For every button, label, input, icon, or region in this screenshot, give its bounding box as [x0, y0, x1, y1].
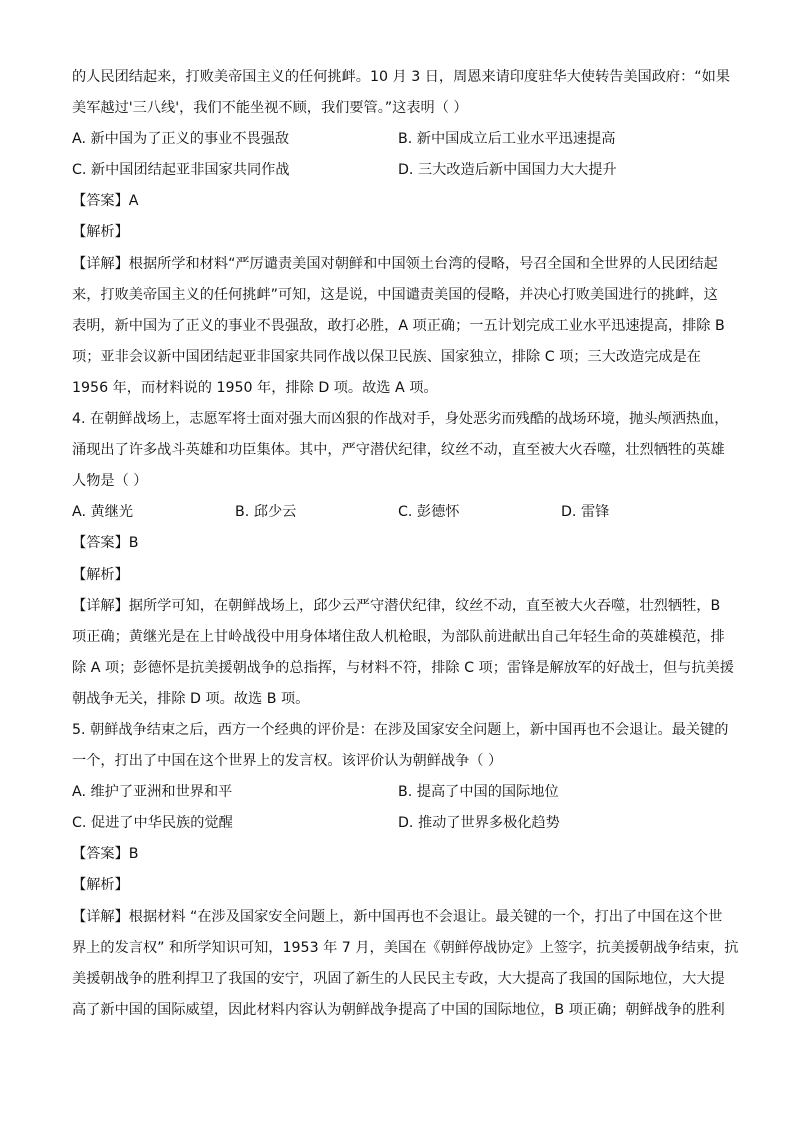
- q4-answer: 【答案】B: [72, 535, 139, 552]
- q4-detail-line-1: 【详解】据所学可知，在朝鲜战场上，邱少云严守潜伏纪律，纹丝不动，直至被大火吞噬，壮烈牺牲，B: [72, 597, 721, 614]
- q3-detail-line-3: 表明，新中国为了正义的事业不畏强敌，敢打必胜，A 项正确；一五计划完成工业水平迅速提高，排除 B: [72, 317, 725, 334]
- q5-options-row-2: [72, 808, 724, 839]
- q5-detail-line-1: 【详解】根据材料 “在涉及国家安全问题上，新中国再也不会退让。最关键的一个，打出了中国在这个世: [72, 908, 723, 925]
- q4-stem-line-2: 涌现出了许多战斗英雄和功臣集体。其中，严守潜伏纪律，纹丝不动，直至被大火吞噬，壮烈牺牲的英雄: [72, 442, 725, 459]
- q5-option-b: B. 提高了中国的国际地位: [398, 784, 559, 801]
- q4-options-row: [72, 497, 724, 528]
- q4-stem-line-3: 人物是（ ）: [72, 473, 148, 490]
- q5-option-a: A. 维护了亚洲和世界和平: [72, 784, 233, 801]
- q5-detail-line-4: 高了新中国的国际威望，因此材料内容认为朝鲜战争提高了中国的国际地位，B 项正确；朝鲜战争的胜利: [72, 1001, 725, 1018]
- q3-detail-line-5: 1956 年，而材料说的 1950 年，排除 D 项。故选 A 项。: [72, 379, 438, 396]
- q3-options-row-1: [72, 124, 724, 155]
- q5-option-d: D. 推动了世界多极化趋势: [398, 815, 560, 832]
- q3-detail-line-2: 来，打败美帝国主义的任何挑衅”可知，这是说，中国谴责美国的侵略，并决心打败美国进行的挑衅，这: [72, 286, 718, 303]
- q4-option-a: A. 黄继光: [72, 504, 134, 521]
- q3-stem-line-2: 美军越过'三八线'，我们不能坐视不顾，我们要管。”这表明（ ）: [72, 100, 468, 117]
- q5-answer: 【答案】B: [72, 846, 139, 863]
- q4-analysis-label: 【解析】: [72, 566, 129, 583]
- q3-option-d: D. 三大改造后新中国国力大大提升: [398, 162, 617, 179]
- q3-stem-line-1: 的人民团结起来，打败美帝国主义的任何挑衅。10 月 3 日，周恩来请印度驻华大使转告美国政府：“如果: [72, 69, 731, 85]
- q4-option-d: D. 雷锋: [561, 504, 610, 521]
- q4-detail-line-2: 项正确；黄继光是在上甘岭战役中用身体堵住敌人机枪眼，为部队前进献出自己年轻生命的英雄模范，排: [72, 628, 725, 645]
- q5-stem-line-1: 5. 朝鲜战争结束之后，西方一个经典的评价是：在涉及国家安全问题上，新中国再也不会退让。最关键的: [72, 721, 729, 738]
- q3-analysis-label: 【解析】: [72, 224, 129, 241]
- q5-detail-line-3: 美援朝战争的胜利捍卫了我国的安宁，巩固了新生的人民民主专政，大大提高了我国的国际地位，大大提: [72, 970, 725, 987]
- q4-option-c: C. 彭德怀: [398, 504, 460, 521]
- q5-option-c: C. 促进了中华民族的觉醒: [72, 815, 233, 832]
- q5-options-row-1: [72, 777, 724, 808]
- q3-option-a: A. 新中国为了正义的事业不畏强敌: [72, 131, 290, 148]
- q4-detail-line-3: 除 A 项；彭德怀是抗美援朝战争的总指挥，与材料不符，排除 C 项；雷锋是解放军的好战士，但与抗美援: [72, 659, 734, 676]
- q3-answer: 【答案】A: [72, 193, 139, 210]
- q3-detail-line-4: 项；亚非会议新中国团结起亚非国家共同作战以保卫民族、国家独立，排除 C 项；三大改造完成是在: [72, 348, 701, 365]
- q3-options-row-2: [72, 155, 724, 186]
- q5-stem-line-2: 一个，打出了中国在这个世界上的发言权。该评价认为朝鲜战争（ ）: [72, 753, 503, 770]
- q3-detail-line-1: 【详解】根据所学和材料“严厉谴责美国对朝鲜和中国领土台湾的侵略，号召全国和全世界的人民团结起: [72, 255, 718, 272]
- q4-detail-line-4: 朝战争无关，排除 D 项。故选 B 项。: [72, 690, 310, 707]
- q4-stem-line-1: 4. 在朝鲜战场上，志愿军将士面对强大而凶狠的作战对手，身处恶劣而残酷的战场环境，抛头颅洒热血，: [72, 411, 729, 428]
- q5-analysis-label: 【解析】: [72, 877, 129, 894]
- q4-option-b: B. 邱少云: [235, 504, 297, 521]
- q3-option-c: C. 新中国团结起亚非国家共同作战: [72, 162, 290, 179]
- q3-option-b: B. 新中国成立后工业水平迅速提高: [398, 131, 616, 148]
- q5-detail-line-2: 界上的发言权” 和所学知识可知，1953 年 7 月，美国在《朝鲜停战协定》上签字，抗美援朝战争结束，抗: [72, 939, 739, 956]
- document-page: [72, 62, 739, 1026]
